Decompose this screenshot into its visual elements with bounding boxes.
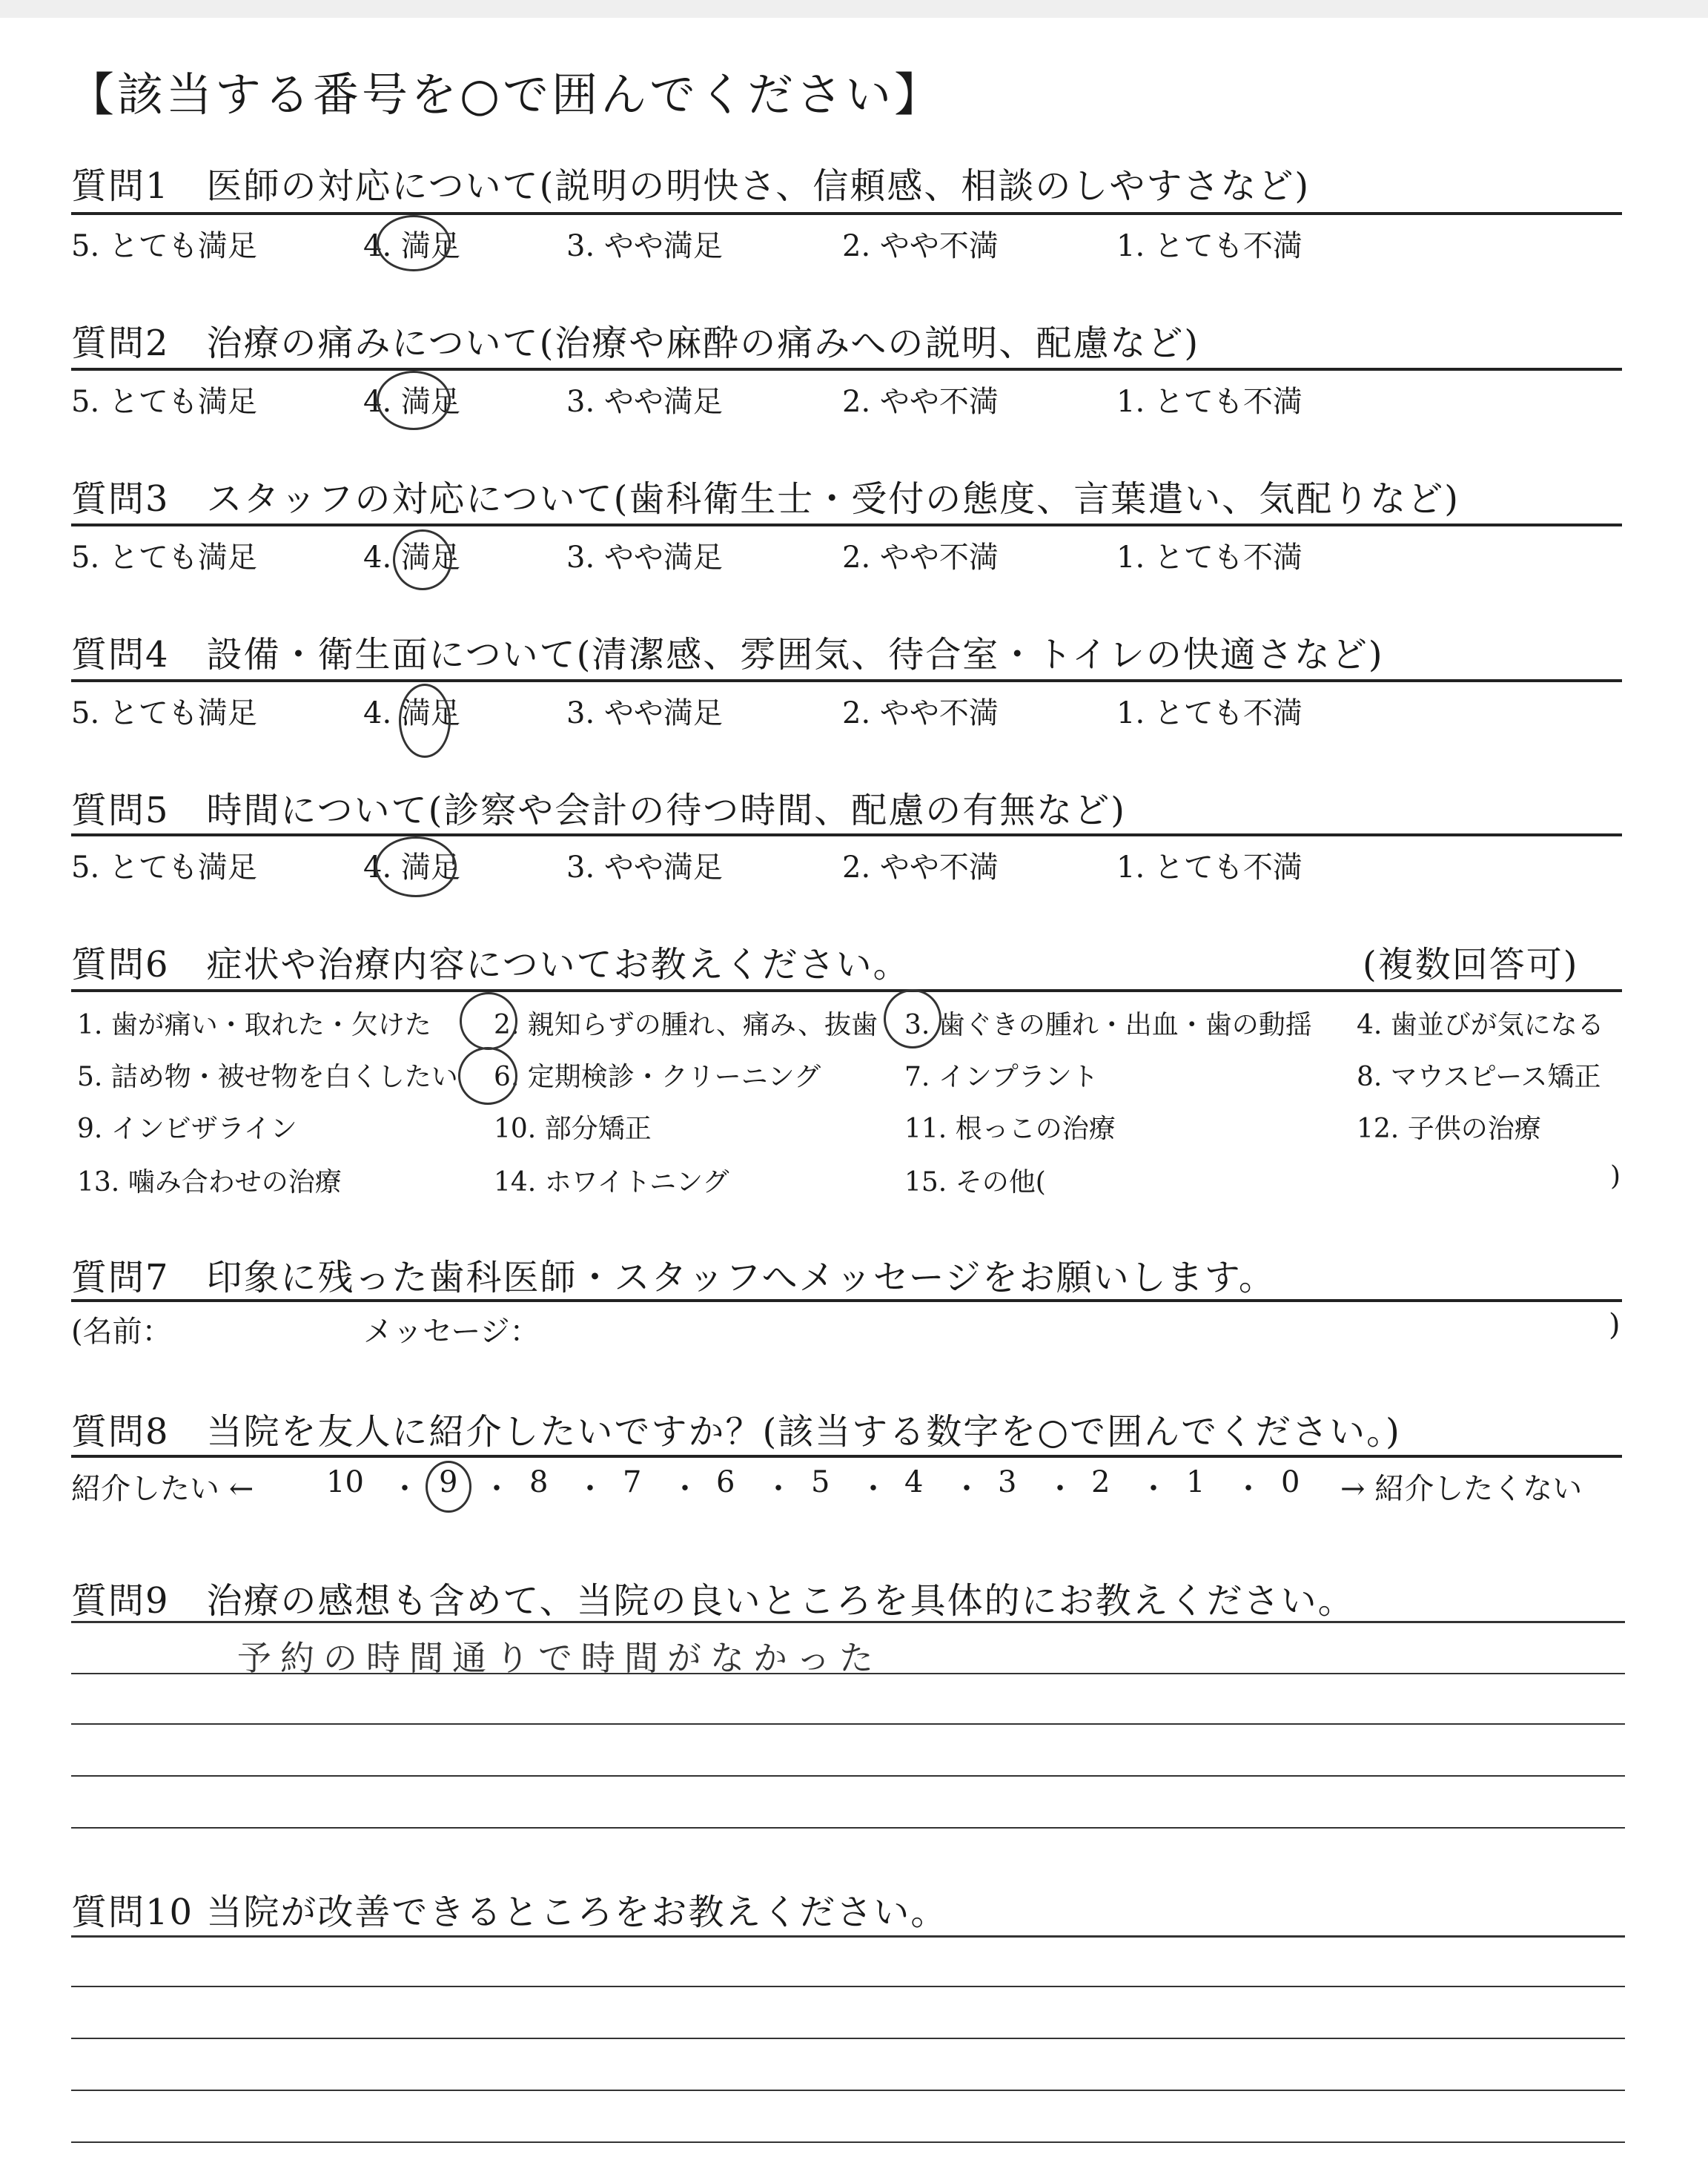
q7-message-label: メッセージ：	[363, 1315, 540, 1349]
q2-option-3[interactable]: 3. やや満足	[566, 385, 723, 419]
question-6-title: 質問6 症状や治療内容についてお教えください。	[71, 944, 910, 985]
question-4-rule	[71, 679, 1622, 682]
q8-score-9[interactable]: 9	[439, 1465, 458, 1499]
q4-option-5[interactable]: 5. とても満足	[71, 696, 257, 730]
q1-option-3[interactable]: 3. やや満足	[566, 229, 723, 263]
q3-option-2[interactable]: 2. やや不満	[842, 541, 999, 575]
q8-sep: ・	[482, 1472, 512, 1506]
question-3-rule	[71, 524, 1622, 526]
q2-option-5[interactable]: 5. とても満足	[71, 385, 257, 419]
question-7-title: 質問7 印象に残った歯科医師・スタッフへメッセージをお願いします。	[71, 1257, 1276, 1298]
question-9-title: 質問9 治療の感想も含めて、当院の良いところを具体的にお教えください。	[71, 1580, 1355, 1622]
q6-option-7[interactable]: 7. インプラント	[904, 1062, 1099, 1092]
q5-option-3[interactable]: 3. やや満足	[566, 851, 723, 885]
q6-option-9[interactable]: 9. インビザライン	[77, 1114, 297, 1144]
q7-close-paren: )	[1609, 1308, 1621, 1342]
question-5-rule	[71, 833, 1622, 836]
q6-option-8[interactable]: 8. マウスピース矯正	[1357, 1062, 1601, 1092]
q3-option-3[interactable]: 3. やや満足	[566, 541, 723, 575]
q8-sep: ・	[858, 1472, 888, 1506]
q5-option-1[interactable]: 1. とても不満	[1116, 851, 1302, 885]
q9-writing-line-3	[71, 1775, 1625, 1777]
q2-selection-mark	[377, 371, 451, 430]
q4-option-4[interactable]: 4. 満足	[363, 696, 460, 730]
q2-option-2[interactable]: 2. やや不満	[842, 385, 999, 419]
q8-left-label: 紹介したい ←	[71, 1472, 254, 1506]
q8-sep: ・	[575, 1472, 605, 1506]
q6-option-14[interactable]: 14. ホワイトニング	[494, 1167, 729, 1198]
q7-name-label: (名前：	[71, 1315, 172, 1349]
q8-sep: ・	[670, 1472, 700, 1506]
q5-option-5[interactable]: 5. とても満足	[71, 851, 257, 885]
question-7-rule	[71, 1299, 1622, 1302]
q8-score-10[interactable]: 10	[326, 1465, 364, 1499]
question-6-note: (複数回答可)	[1363, 944, 1579, 985]
q8-score-7[interactable]: 7	[623, 1465, 642, 1499]
q1-option-2[interactable]: 2. やや不満	[842, 229, 999, 263]
q5-selection-mark	[375, 836, 457, 897]
q9-writing-line-4	[71, 1827, 1625, 1829]
q3-option-4[interactable]: 4. 満足	[363, 541, 460, 575]
q6-option-4[interactable]: 4. 歯並びが気になる	[1357, 1010, 1604, 1040]
q4-option-2[interactable]: 2. やや不満	[842, 696, 999, 730]
q8-score-0[interactable]: 0	[1281, 1465, 1300, 1499]
q8-sep: ・	[952, 1472, 982, 1506]
q1-option-1[interactable]: 1. とても不満	[1116, 229, 1302, 263]
q6-option-11[interactable]: 11. 根っこの治療	[904, 1114, 1116, 1144]
q6-option-12[interactable]: 12. 子供の治療	[1357, 1114, 1541, 1144]
q6-option-6[interactable]: 6. 定期検診・クリーニング	[494, 1062, 821, 1092]
q1-option-5[interactable]: 5. とても満足	[71, 229, 257, 263]
question-3-title: 質問3 スタッフの対応について(歯科衛生士・受付の態度、言葉遣い、気配りなど)	[71, 478, 1460, 520]
q4-selection-mark	[399, 684, 451, 758]
q8-score-4[interactable]: 4	[904, 1465, 924, 1499]
q4-option-1[interactable]: 1. とても不満	[1116, 696, 1302, 730]
q3-selection-mark	[393, 529, 452, 590]
question-1-rule	[71, 212, 1622, 215]
q8-sep: ・	[1139, 1472, 1168, 1506]
q8-selection-mark	[426, 1461, 471, 1513]
question-4-title: 質問4 設備・衛生面について(清潔感、雰囲気、待合室・トイレの快適さなど)	[71, 634, 1384, 676]
q8-score-5[interactable]: 5	[811, 1465, 830, 1499]
q6-option-3[interactable]: 3. 歯ぐきの腫れ・出血・歯の動揺	[904, 1010, 1312, 1040]
question-8-title: 質問8 当院を友人に紹介したいですか？(該当する数字を○で囲んでください。)	[71, 1411, 1401, 1453]
q2-option-4[interactable]: 4. 満足	[363, 385, 460, 419]
q6-option-15-close: )	[1610, 1161, 1621, 1192]
question-6-rule	[71, 989, 1622, 992]
q1-selection-mark	[377, 215, 451, 271]
q6-option-2[interactable]: 2. 親知らずの腫れ、痛み、抜歯	[494, 1010, 878, 1040]
question-2-rule	[71, 368, 1622, 371]
q6-option-10[interactable]: 10. 部分矯正	[494, 1114, 652, 1144]
q1-option-4[interactable]: 4. 満足	[363, 229, 460, 263]
q10-writing-line-3	[71, 2090, 1625, 2091]
q5-option-2[interactable]: 2. やや不満	[842, 851, 999, 885]
q6-option-13[interactable]: 13. 噛み合わせの治療	[77, 1167, 342, 1198]
q3-option-5[interactable]: 5. とても満足	[71, 541, 257, 575]
q8-score-8[interactable]: 8	[529, 1465, 549, 1499]
q9-handwritten-answer[interactable]: 予約の時間通りで時間がなかった	[237, 1638, 882, 1678]
q10-rule	[71, 1935, 1625, 1938]
q8-sep: ・	[1045, 1472, 1075, 1506]
q8-score-2[interactable]: 2	[1091, 1465, 1110, 1499]
q6-selection-mark-6	[458, 1047, 517, 1105]
q6-selection-mark-2	[460, 992, 517, 1050]
q10-writing-line-2	[71, 2038, 1625, 2039]
q9-rule	[71, 1621, 1625, 1623]
q9-writing-line-2	[71, 1723, 1625, 1725]
q8-sep: ・	[764, 1472, 793, 1506]
q5-option-4[interactable]: 4. 満足	[363, 851, 460, 885]
q4-option-3[interactable]: 3. やや満足	[566, 696, 723, 730]
question-5-title: 質問5 時間について(診察や会計の待つ時間、配慮の有無など)	[71, 790, 1127, 831]
q8-score-3[interactable]: 3	[998, 1465, 1017, 1499]
q2-option-1[interactable]: 1. とても不満	[1116, 385, 1302, 419]
q6-option-1[interactable]: 1. 歯が痛い・取れた・欠けた	[77, 1010, 431, 1040]
q6-option-15[interactable]: 15. その他(	[904, 1167, 1046, 1198]
q10-writing-line-4	[71, 2141, 1625, 2143]
q8-sep: ・	[390, 1472, 420, 1506]
q8-sep: ・	[1234, 1472, 1263, 1506]
form-header: 【該当する番号を○で囲んでください】	[68, 67, 944, 122]
q6-option-5[interactable]: 5. 詰め物・被せ物を白くしたい	[77, 1062, 458, 1092]
question-1-title: 質問1 医師の対応について(説明の明快さ、信頼感、相談のしやすさなど)	[71, 165, 1311, 207]
q9-writing-line-1	[71, 1673, 1625, 1674]
q10-writing-line-1	[71, 1986, 1625, 1987]
q8-score-1[interactable]: 1	[1186, 1465, 1205, 1499]
q8-score-6[interactable]: 6	[716, 1465, 735, 1499]
question-10-title: 質問10 当院が改善できるところをお教えください。	[71, 1892, 948, 1933]
question-8-rule	[71, 1455, 1622, 1458]
question-2-title: 質問2 治療の痛みについて(治療や麻酔の痛みへの説明、配慮など)	[71, 323, 1200, 364]
q3-option-1[interactable]: 1. とても不満	[1116, 541, 1302, 575]
q6-selection-mark-3	[884, 989, 941, 1048]
q8-right-label: → 紹介したくない	[1340, 1472, 1583, 1506]
